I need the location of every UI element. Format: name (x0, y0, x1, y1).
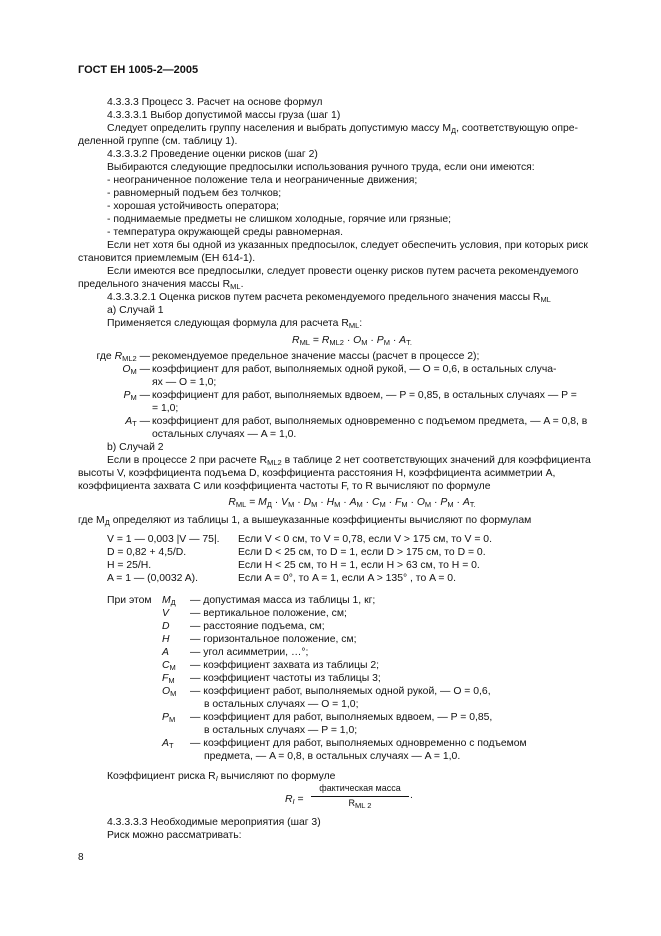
paragraph-line: Риск можно рассматривать: (107, 830, 242, 841)
paragraph-line: предельного значения массы $R_{ML}$. (78, 279, 244, 291)
def-symbol: $C_M$ (162, 660, 176, 672)
def-symbol: $M_Д$ (162, 595, 176, 607)
def-symbol: H (162, 634, 170, 645)
paragraph-line: деленной группе (см. таблицу 1). (78, 136, 238, 147)
def-symbol: $A_T$ (162, 738, 174, 750)
formula-d: D = 0,82 + 4,5/D. (107, 547, 187, 558)
def-text: ях — O = 1,0; (152, 377, 217, 388)
def-symbol: V (162, 608, 169, 619)
def-text: — коэффициент захвата из таблицы 2; (190, 660, 380, 671)
formula-a-cond: Если A = 0°, то A = 1, если A > 135° , то A = 0. (238, 573, 456, 584)
formula-case-2: $R_{ML} = M_Д \cdot V_M \cdot D_M \cdot H_M \cdot A_M \cdot C_M \cdot F_M \cdot O_M \cdot P_M \cdot A_{T.}$ (228, 497, 476, 509)
paragraph-line: Выбираются следующие предпосылки использования ручного труда, если они имеются: (107, 162, 535, 173)
section-4-3-3-3-1: 4.3.3.3.1 Выбор допустимой массы груза (шаг 1) (107, 110, 341, 121)
fraction-numerator: фактическая масса (319, 783, 401, 793)
def-text: — допустимая масса из таблицы 1, кг; (190, 595, 376, 606)
formula-h: H = 25/H. (107, 560, 152, 571)
def-symbol: A (162, 647, 169, 658)
document-header: ГОСТ ЕН 1005-2—2005 (78, 64, 199, 76)
section-4-3-3-3: 4.3.3.3 Процесс 3. Расчет на основе формул (107, 97, 323, 108)
def-text: — коэффициент для работ, выполняемых одновременно с подъемом (190, 738, 527, 749)
list-item: - хорошая устойчивость оператора; (107, 201, 279, 212)
fraction-denominator: $R_{ML 2}$ (348, 798, 372, 810)
def-symbol: где $R_{ML2}$ — (96, 351, 150, 363)
def-text: — коэффициент для работ, выполняемых вдвоем, — P = 0,85, (190, 712, 493, 723)
where-prefix: При этом (107, 595, 152, 606)
section-4-3-3-3-2: 4.3.3.3.2 Проведение оценки рисков (шаг 2) (107, 149, 318, 160)
paragraph-line: Следует определить группу населения и выбрать допустимую массу $M_Д$, соответствующую опре- (107, 123, 578, 135)
def-text: коэффициент для работ, выполняемых вдвоем, — P = 0,85, в остальных случаях — P = (152, 390, 577, 401)
def-text: коэффициент для работ, выполняемых одной рукой, — O = 0,6, в остальных случа- (152, 364, 557, 375)
paragraph-line: становится приемлемым (ЕН 614-1). (78, 253, 256, 264)
def-text: = 1,0; (152, 403, 179, 414)
def-symbol: $P_M$ (162, 712, 176, 724)
list-item: - равномерный подъем без толчков; (107, 188, 282, 199)
fraction-bar (311, 796, 409, 797)
def-text: рекомендуемое предельное значение массы (расчет в процессе 2); (152, 351, 480, 362)
formula-d-cond: Если D < 25 см, то D = 1, если D > 175 см, то D = 0. (238, 547, 486, 558)
list-item: - поднимаемые предметы не слишком холодные, горячие или грязные; (107, 214, 452, 225)
page-number: 8 (78, 852, 84, 863)
paragraph-line: Применяется следующая формула для расчета $R_{ML}$: (107, 318, 363, 330)
def-text: в остальных случаях — P = 1,0; (204, 725, 358, 736)
case-1-heading: а) Случай 1 (107, 305, 164, 316)
paragraph-line: где $M_Д$ определяют из таблицы 1, а вышеуказанные коэффициенты вычисляют по формулам (78, 515, 532, 527)
paragraph-line: высоты V, коэффициента подъема D, коэффициента расстояния H, коэффициента асимметрии A, (78, 468, 556, 479)
def-text: — коэффициент работ, выполняемых одной рукой, — O = 0,6, (190, 686, 491, 697)
def-symbol: $A_T$ — (125, 416, 150, 428)
def-text: — коэффициент частоты из таблицы 3; (190, 673, 381, 684)
def-symbol: $F_M$ (162, 673, 175, 685)
def-text: коэффициент для работ, выполняемых одновременно с подъемом предмета, — A = 0,8, в (152, 416, 588, 427)
section-4-3-3-3-3: 4.3.3.3.3 Необходимые мероприятия (шаг 3) (107, 817, 321, 828)
list-item: - неограниченное положение тела и неограниченные движения; (107, 175, 418, 186)
paragraph-line: Если имеются все предпосылки, следует провести оценку рисков путем расчета рекомендуемого (107, 266, 579, 277)
def-text: остальных случаях — A = 1,0. (152, 429, 297, 440)
section-4-3-3-3-2-1: 4.3.3.3.2.1 Оценка рисков путем расчета рекомендуемого предельного значения массы $R_{ML}$ (107, 292, 551, 304)
formula-case-1: $R_{ML} = R_{ML2} \cdot O_M \cdot P_M \cdot A_{T.}$ (292, 335, 412, 347)
fraction-period: . (410, 790, 413, 801)
def-symbol: $P_M$ — (123, 390, 150, 402)
formula-h-cond: Если H < 25 см, то H = 1, если H > 63 см, то H = 0. (238, 560, 480, 571)
def-text: — вертикальное положение, см; (190, 608, 347, 619)
def-text: в остальных случаях — O = 1,0; (204, 699, 359, 710)
def-symbol: $O_M$ (162, 686, 177, 698)
paragraph-line: коэффициента захвата C или коэффициента частоты F, то R вычисляют по формуле (78, 481, 491, 492)
def-text: — горизонтальное положение, см; (190, 634, 357, 645)
def-symbol: D (162, 621, 170, 632)
def-symbol: $O_M$ — (122, 364, 150, 376)
def-text: — угол асимметрии, …°; (190, 647, 309, 658)
list-item: - температура окружающей среды равномерная. (107, 227, 344, 238)
case-2-heading: b) Случай 2 (107, 442, 164, 453)
paragraph-line: Коэффициент риска $R_I$ вычисляют по формуле (107, 771, 336, 783)
paragraph-line: Если в процессе 2 при расчете $R_{ML2}$ в таблице 2 нет соответствующих значений для коэффициента (107, 455, 591, 467)
def-text: — расстояние подъема, см; (190, 621, 325, 632)
def-text: предмета, — A = 0,8, в остальных случаях — A = 1,0. (204, 751, 461, 762)
risk-formula-lhs: $R_I$ = (285, 794, 304, 806)
paragraph-line: Если нет хотя бы одной из указанных предпосылок, следует обеспечить условия, при которых риск (107, 240, 588, 251)
formula-v-cond: Если V < 0 см, то V = 0,78, если V > 175 см, то V = 0. (238, 534, 492, 545)
formula-v: V = 1 — 0,003 |V — 75|. (107, 534, 220, 545)
formula-a: A = 1 — (0,0032 A). (107, 573, 198, 584)
